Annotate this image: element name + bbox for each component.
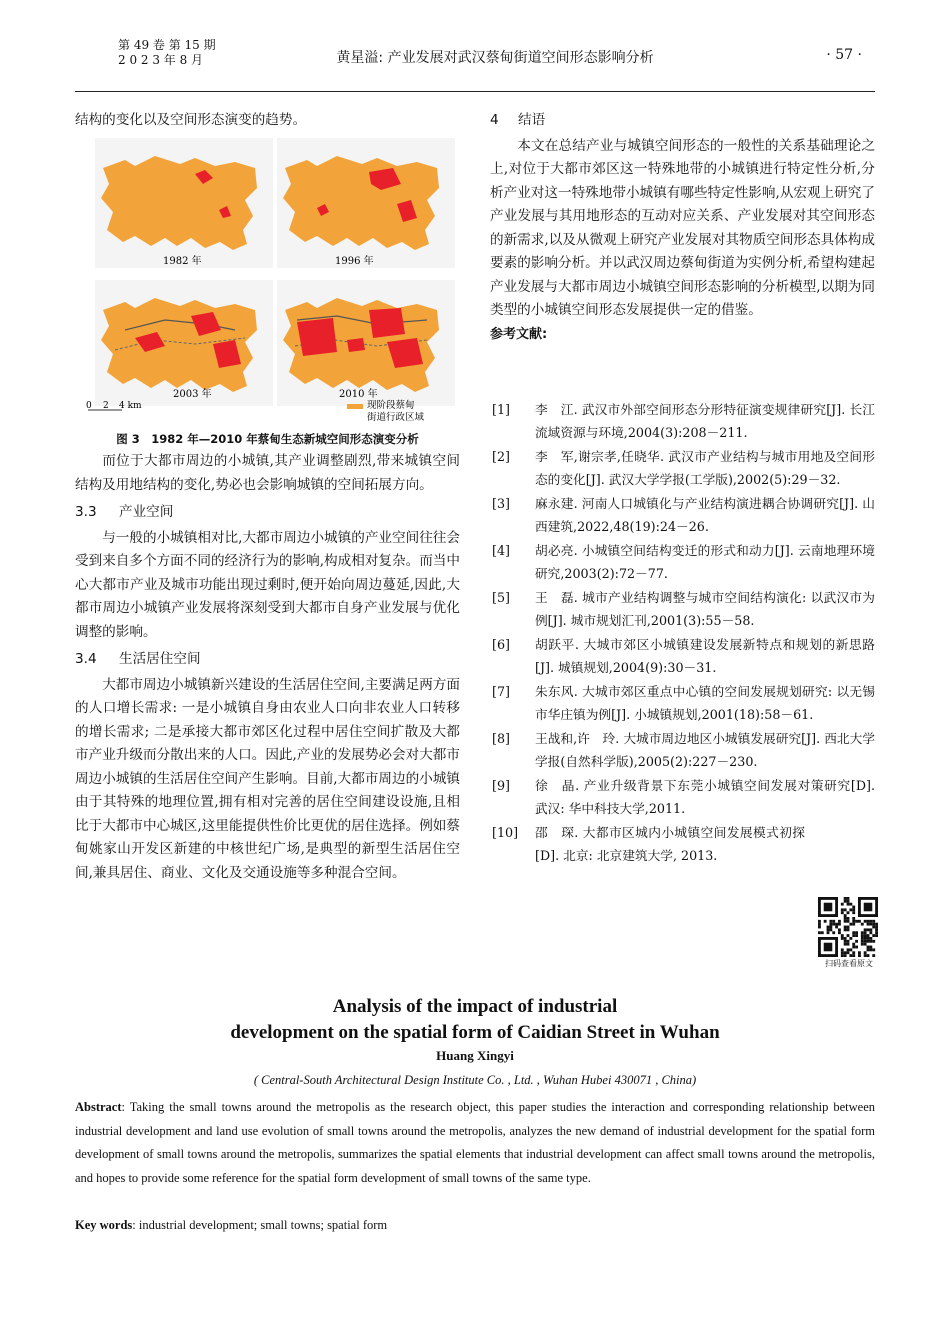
paragraph: 而位于大都市周边的小城镇,其产业调整剧烈,带来城镇空间结构及用地结构的变化,势必也会影响城镇的空间拓展方向。 [75, 453, 460, 493]
qr-module [829, 928, 832, 931]
qr-module [852, 951, 855, 954]
qr-module [844, 954, 847, 957]
qr-module [869, 946, 872, 949]
qr-module [835, 926, 838, 929]
label-1982: 1982 年 [163, 256, 202, 267]
reference-number: [9] [492, 778, 510, 793]
english-abstract [75, 1096, 875, 1190]
qr-module [847, 951, 850, 954]
qr-module [832, 931, 835, 934]
qr-module [852, 954, 855, 957]
built-area [347, 338, 365, 352]
journal-issue [118, 38, 216, 68]
map-1982 [95, 138, 273, 268]
qr-module [844, 900, 847, 903]
paragraph: 大都市周边小城镇新兴建设的生活居住空间,主要满足两方面的人口增长需求: 一是小城镇自身由农业人口向非农业人口转移的增长需求; 二是承接大都市郊区化过程中居住空间扩散及大都市产业升级而分散出来的人口。因此,产业的发展势必会对大都市周边小城镇的生活居住空间产生影响。目前,大都市周边的小城镇由于其特殊的地理位置,拥有相对完善的居住空间建设设施,且相比于大都市中心城区,这里能提供性价比更优的居住选择。例如蔡甸姚家山开发区新建的中核世纪广场,是典型的新型生活居住空间,兼具居住、商业、文化及交通设施等多种混合空间。 [75, 676, 460, 881]
paragraph: 本文在总结产业与城镇空间形态的一般性的关系基础理论之上,对位于大都市郊区这一特殊地带的小城镇进行特定性分析,分析产业对这一特殊地带小城镇有哪些特定性影响,从宏观上研究了产业发展与其用地形态的互动对应关系、产业发展对其空间形态的新需求,以及从微观上研究产业发展对其物质空间形态具体构成要素的影响分析。并以武汉周边蔡甸街道为实例分析,希望构建起产业发展与大都市周边小城镇空间形态影响的分析模型,以期为同类型的小城镇空间形态发展提供一定的借鉴。 [490, 137, 875, 318]
qr-module [855, 940, 858, 943]
reference-number: [10] [492, 825, 519, 840]
scale-tick: 2 [103, 401, 109, 411]
section-title: 生活居住空间 [119, 651, 201, 667]
reference-item [490, 727, 875, 773]
qr-module [864, 931, 867, 934]
qr-module [864, 934, 867, 937]
reference-number: [4] [492, 543, 510, 558]
qr-module [872, 934, 875, 937]
qr-module [855, 934, 858, 937]
qr-module [861, 931, 864, 934]
abstract-label: Abstract [75, 1100, 122, 1114]
qr-module [852, 920, 855, 923]
qr-module [867, 920, 870, 923]
reference-text: 徐 晶. 产业升级背景下东莞小城镇空间发展对策研究[D]. 武汉: 华中科技大学,2011. [535, 778, 875, 816]
section-number: 3.4 [75, 651, 97, 667]
qr-module [855, 946, 858, 949]
reference-text: 李 江. 武汉市外部空间形态分形特征演变规律研究[J]. 长江流域资源与环境,2004(3):208－211. [535, 402, 875, 440]
qr-module [844, 917, 847, 920]
qr-module [867, 940, 870, 943]
qr-module [829, 920, 832, 923]
english-title [75, 994, 875, 1046]
qr-module [869, 928, 872, 931]
qr-module [818, 931, 821, 934]
label-2003: 2003 年 [173, 389, 212, 400]
reference-text: 胡必亮. 小城镇空间结构变迁的形式和动力[J]. 云南地理环境研究,2003(2):72－77. [535, 543, 875, 581]
scale-tick: 0 [86, 401, 92, 411]
qr-module [864, 920, 867, 923]
qr-module [869, 923, 872, 926]
qr-module [872, 940, 875, 943]
qr-module [824, 920, 827, 923]
reference-text: 李 军,谢宗孝,任晓华. 武汉市产业结构与城市用地及空间形态的变化[J]. 武汉大学学报(工学版),2002(5):29－32. [535, 449, 875, 487]
reference-list [490, 398, 875, 868]
reference-number: [1] [492, 402, 510, 417]
qr-module [872, 923, 875, 926]
left-body [75, 450, 460, 885]
qr-module [818, 920, 821, 923]
qr-module [875, 928, 878, 931]
qr-module [841, 948, 844, 951]
qr-module [875, 931, 878, 934]
qr-module [869, 931, 872, 934]
qr-module [861, 937, 864, 940]
qr-module [869, 940, 872, 943]
english-affiliation: ( Central-South Architectural Design Institute Co. , Ltd. , Wuhan Hubei 430071 , China) [253, 1073, 697, 1087]
qr-module [838, 928, 841, 931]
legend-line1: 现阶段蔡甸 [367, 400, 415, 411]
qr-module [844, 951, 847, 954]
qr-module [852, 943, 855, 946]
legend-swatch [347, 404, 363, 409]
keywords-text: : industrial development; small towns; spatial form [132, 1218, 388, 1232]
section-number: 3.3 [75, 504, 97, 520]
english-author: Huang Xingyi [436, 1048, 514, 1063]
reference-item [490, 821, 805, 867]
reference-number: [8] [492, 731, 510, 746]
qr-module [864, 943, 867, 946]
map-1996 [277, 138, 455, 268]
reference-item [490, 492, 875, 538]
qr-module [852, 906, 855, 909]
qr-module [852, 923, 855, 926]
reference-number: [7] [492, 684, 510, 699]
qr-module [867, 946, 870, 949]
land-area [101, 156, 257, 250]
reference-number: [6] [492, 637, 510, 652]
qr-module [867, 954, 870, 957]
qr-module [844, 926, 847, 929]
reference-text: 朱东风. 大城市郊区重点中心镇的空间发展规划研究: 以无锡市华庄镇为例[J]. 小城镇规划,2001(18):58－61. [535, 684, 875, 722]
qr-module [841, 903, 844, 906]
qr-module [852, 908, 855, 911]
qr-module [858, 954, 861, 957]
qr-module [838, 923, 841, 926]
qr-module [847, 934, 850, 937]
qr-module [872, 920, 875, 923]
reference-item [490, 774, 875, 820]
qr-module [844, 943, 847, 946]
qr-module [852, 931, 855, 934]
qr-module [847, 926, 850, 929]
qr-module [849, 954, 852, 957]
title-line: development on the spatial form of Caidian Street in Wuhan [230, 1022, 720, 1043]
qr-module [875, 934, 878, 937]
paragraph: 与一般的小城镇相对比,大都市周边小城镇的产业空间往往会受到来自多个方面不同的经济行为的影响,构成相对复杂。而当中心大都市产业及城市功能出现过剩时,便开始向周边蔓延,因此,大都市周边小城镇产业发展将深刻受到大都市自身产业发展与优化调整的影响。 [75, 529, 460, 640]
page-number: · 57 · [826, 47, 862, 63]
qr-module [847, 903, 850, 906]
qr-module [852, 946, 855, 949]
qr-module [847, 900, 850, 903]
abstract-text: : Taking the small towns around the metropolis as the research object, this paper studies the interaction and corresponding relationship between industrial development and land use evolution of small towns around the metropolis, analyzes the new demand of industrial development for the spatial form development of small towns around the metropolis, summarizes the spatial elements that industrial development can affect small towns around the metropolis, and hopes to provide some reference for the spatial form development of small towns of the same type. [75, 1100, 875, 1185]
qr-module [864, 903, 873, 912]
qr-module [872, 948, 875, 951]
qr-module [844, 928, 847, 931]
right-body [490, 109, 875, 346]
issue-date: 2 0 2 3 年 8 月 [118, 53, 204, 67]
qr-label: 扫码查看原文 [825, 959, 873, 968]
reference-number: [5] [492, 590, 510, 605]
qr-module [872, 954, 875, 957]
map-2010 [277, 280, 455, 406]
qr-module [827, 931, 830, 934]
section-heading-3-3 [75, 501, 460, 525]
qr-module [841, 954, 844, 957]
section-heading-4 [490, 109, 875, 133]
qr-module [861, 940, 864, 943]
qr-module [855, 931, 858, 934]
reference-item [490, 398, 875, 444]
reference-item [490, 633, 875, 679]
qr-module [847, 917, 850, 920]
legend-line2: 街道行政区域 [367, 412, 425, 423]
qr-module [841, 911, 844, 914]
qr-module [867, 948, 870, 951]
running-title: 黄星溢: 产业发展对武汉蔡甸街道空间形态影响分析 [336, 50, 654, 66]
qr-module [864, 928, 867, 931]
qr-module [864, 951, 867, 954]
reference-text: 邵 琛. 大都市区城内小城镇空间发展模式初探[D]. 北京: 北京建筑大学, 2013. [535, 825, 805, 863]
section-title: 结语 [518, 112, 546, 128]
reference-item [490, 680, 875, 726]
qr-module [855, 920, 858, 923]
reference-text: 王战和,许 玲. 大城市周边地区小城镇发展研究[J]. 西北大学学报(自然科学版),2005(2):227－230. [535, 731, 875, 769]
figure-caption: 图 3 1982 年—2010 年蔡甸生态新城空间形态演变分析 [116, 432, 419, 446]
qr-module [869, 920, 872, 923]
qr-module [844, 914, 847, 917]
english-keywords [75, 1214, 875, 1238]
qr-module [827, 926, 830, 929]
qr-module [844, 920, 847, 923]
qr-module [847, 943, 850, 946]
reference-text: 胡跃平. 大城市郊区小城镇建设发展新特点和规划的新思路[J]. 城镇规划,2004(9):30－31. [535, 637, 875, 675]
volume-issue: 第 49 卷 第 15 期 [118, 38, 216, 52]
qr-module [847, 948, 850, 951]
qr-module [818, 926, 821, 929]
title-line: Analysis of the impact of industrial [332, 996, 618, 1017]
qr-module [835, 923, 838, 926]
reference-number: [2] [492, 449, 510, 464]
qr-module [875, 926, 878, 929]
qr-module [861, 923, 864, 926]
reference-text: 王 磊. 城市产业结构调整与城市空间结构演化: 以武汉市为例[J]. 城市规划汇刊,2001(3):55－58. [535, 590, 875, 628]
scale-tick: 4 km [119, 401, 142, 411]
label-1996: 1996 年 [335, 256, 374, 267]
qr-module [844, 937, 847, 940]
left-intro [75, 109, 460, 133]
reference-number: [3] [492, 496, 510, 511]
qr-module [867, 934, 870, 937]
qr-module [849, 948, 852, 951]
qr-module [824, 943, 833, 952]
qr-module [864, 937, 867, 940]
qr-module [847, 940, 850, 943]
qr-module [849, 908, 852, 911]
keywords-label: Key words [75, 1218, 133, 1232]
qr-module [858, 920, 861, 923]
qr-module [867, 937, 870, 940]
qr-module [838, 931, 841, 934]
qr-module [821, 931, 824, 934]
figure-map-evolution [86, 138, 455, 428]
reference-item [490, 445, 875, 491]
header-rule [75, 91, 875, 92]
qr-module [872, 926, 875, 929]
qr-module [849, 923, 852, 926]
qr-module [864, 954, 867, 957]
section-title: 产业空间 [119, 504, 174, 520]
qr-module [847, 920, 850, 923]
reference-item [490, 539, 875, 585]
land-area [283, 156, 439, 250]
qr-module [829, 923, 832, 926]
map-2003 [95, 280, 273, 406]
qr-module [838, 920, 841, 923]
qr-module [827, 928, 830, 931]
qr-module [849, 903, 852, 906]
reference-item [490, 586, 875, 632]
qr-module [867, 928, 870, 931]
references-title: 参考文献: [490, 326, 548, 342]
qr-code [818, 897, 878, 957]
reference-text: 麻永建. 河南人口城镇化与产业结构演进耦合协调研究[J]. 山西建筑,2022,48(19):24－26. [535, 496, 875, 534]
qr-module [847, 897, 850, 900]
qr-module [864, 940, 867, 943]
qr-module [844, 940, 847, 943]
intro-line: 结构的变化以及空间形态演变的趋势。 [75, 112, 307, 128]
qr-module [847, 928, 850, 931]
qr-module [867, 923, 870, 926]
qr-module [841, 937, 844, 940]
qr-module [824, 903, 833, 912]
qr-module [869, 948, 872, 951]
qr-module [852, 917, 855, 920]
qr-module [858, 951, 861, 954]
qr-module [818, 923, 821, 926]
qr-module [841, 908, 844, 911]
qr-module [844, 897, 847, 900]
qr-module [832, 923, 835, 926]
section-number: 4 [490, 112, 499, 128]
qr-module [852, 934, 855, 937]
qr-module [844, 908, 847, 911]
qr-module [861, 943, 864, 946]
qr-module [852, 911, 855, 914]
qr-module [841, 934, 844, 937]
qr-module [841, 951, 844, 954]
qr-module [875, 923, 878, 926]
section-heading-3-4 [75, 648, 460, 672]
label-2010: 2010 年 [339, 389, 378, 400]
qr-module [869, 937, 872, 940]
qr-module [829, 926, 832, 929]
qr-module [847, 911, 850, 914]
qr-module [832, 920, 835, 923]
qr-module [861, 934, 864, 937]
qr-module [849, 937, 852, 940]
built-area [369, 308, 405, 338]
built-area [297, 318, 337, 356]
